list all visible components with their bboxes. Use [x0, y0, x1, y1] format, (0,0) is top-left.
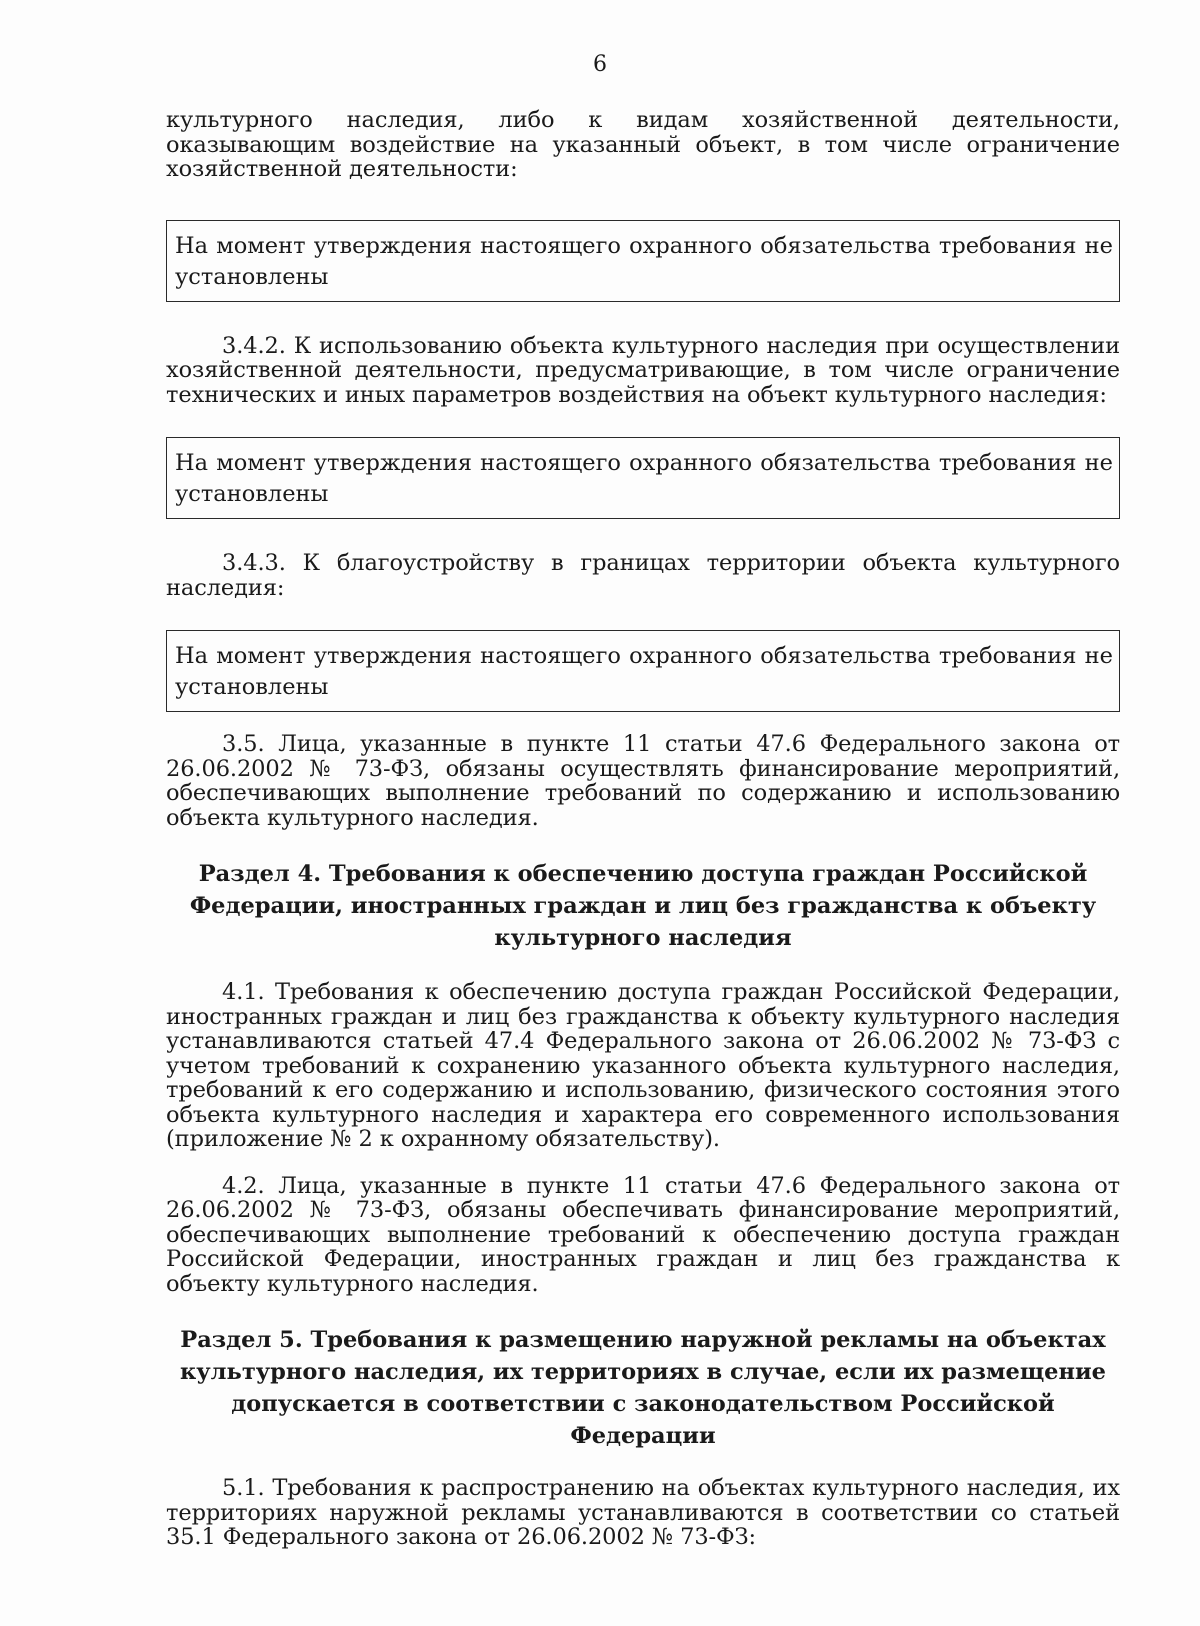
paragraph-4-2: 4.2. Лица, указанные в пункте 11 статьи 47.6 Федерального закона от 26.06.2002 № 73-ФЗ, обязаны обеспечивать финансирование мероприятий, обеспечивающих выполнение требований к обеспечению доступа граждан Российской Федерации, иностранных граждан и лиц без гражданства к объекту культурного наследия. [166, 1172, 1120, 1297]
section-4-title: Раздел 4. Требования к обеспечению доступа граждан Российской Федерации, иностранных граждан и лиц без гражданства к объекту культурного наследия [189, 861, 1097, 951]
paragraph-3-5: 3.5. Лица, указанные в пункте 11 статьи 47.6 Федерального закона от 26.06.2002 № 73-ФЗ, обязаны осуществлять финансирование мероприятий, обеспечивающих выполнение требований по содержанию и использованию объекта культурного наследия. [166, 731, 1120, 831]
paragraph-3-4-2: 3.4.2. К использованию объекта культурного наследия при осуществлении хозяйственной деятельности, предусматривающие, в том числе ограничение технических и иных параметров воздействия на объект культурного наследия: [166, 332, 1120, 408]
paragraph-4-1: 4.1. Требования к обеспечению доступа граждан Российской Федерации, иностранных граждан и лиц без гражданства к объекту культурного наследия устанавливаются статьей 47.4 Федерального закона от 26.06.2002 № 73-ФЗ с учетом требований к сохранению указанного объекта культурного наследия, требований к его содержанию и использованию, физического состояния этого объекта культурного наследия и характера его современного использования (приложение № 2 к охранному обязательству). [166, 979, 1120, 1152]
page-number: 6 [593, 52, 607, 77]
paragraph-3-4-3: 3.4.3. К благоустройству в границах территории объекта культурного наследия: [166, 550, 1120, 601]
requirements-box-2: На момент утверждения настоящего охранного обязательства требования не установлены [166, 437, 1120, 519]
requirements-box-3: На момент утверждения настоящего охранного обязательства требования не установлены [166, 630, 1120, 712]
intro-paragraph: культурного наследия, либо к видам хозяйственной деятельности, оказывающим воздействие на указанный объект, в том числе ограничение хозяйственной деятельности: [166, 107, 1120, 182]
document-body [166, 108, 1120, 1550]
requirements-box-1: На момент утверждения настоящего охранного обязательства требования не установлены [166, 220, 1120, 302]
paragraph-5-1: 5.1. Требования к распространению на объектах культурного наследия, их территориях наружной рекламы устанавливаются в соответствии со статьей 35.1 Федерального закона от 26.06.2002 № 73-ФЗ: [166, 1475, 1120, 1550]
section-5-title: Раздел 5. Требования к размещению наружной рекламы на объектах культурного наследия, их территориях в случае, если их размещение допускается в соответствии с законодательством Российской Федерации [180, 1327, 1106, 1449]
